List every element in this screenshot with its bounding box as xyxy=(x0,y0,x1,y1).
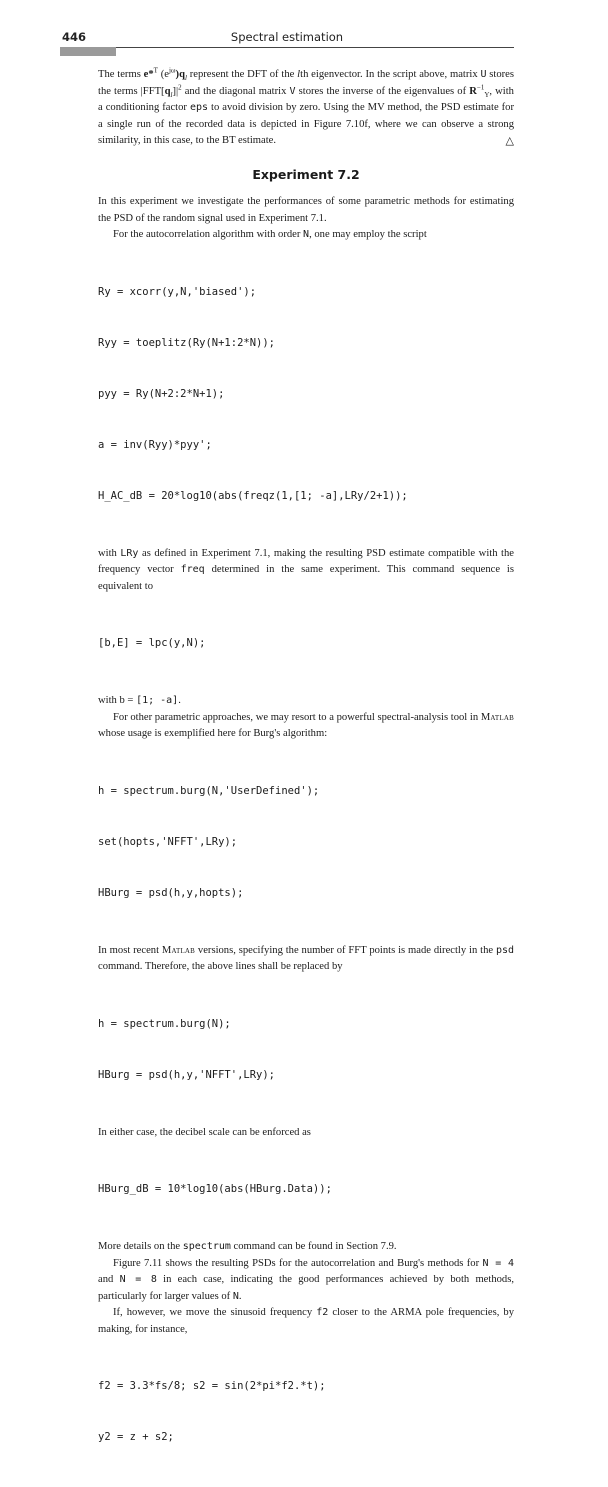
code-block-burg-new xyxy=(98,982,514,1118)
paragraph-lry: with LRy as defined in Experiment 7.1, making the resulting PSD estimate compatible with the frequency vector freq determined in the same experiment. This command sequence is equivalent to xyxy=(98,547,514,592)
code-line: set(hopts,'NFFT',LRy); xyxy=(98,835,238,848)
page-header xyxy=(60,30,514,46)
code-block-lpc xyxy=(98,601,514,686)
code-line: f2 = 3.3*fs/8; s2 = sin(2*pi*f2.*t); xyxy=(98,1380,326,1392)
header-rule xyxy=(116,47,514,48)
paragraph-intro: In this experiment we investigate the performances of some parametric methods for estimating the PSD of the random signal used in Experiment 7.1. xyxy=(98,196,514,224)
code-block-autocorrelation xyxy=(98,250,514,539)
code-block-burg xyxy=(98,749,514,936)
code-line: h = spectrum.burg(N,'UserDefined'); xyxy=(98,784,320,797)
code-line: h = spectrum.burg(N); xyxy=(98,1017,231,1030)
page-number: 446 xyxy=(62,30,87,44)
paragraph-autocorrelation: For the autocorrelation algorithm with order N, one may employ the script xyxy=(113,229,427,240)
code-line: HBurg = psd(h,y,'NFFT',LRy); xyxy=(98,1068,276,1081)
code-line: HBurg_dB = 10*log10(abs(HBurg.Data)); xyxy=(98,1183,332,1195)
code-line: Ryy = toeplitz(Ry(N+1:2*N)); xyxy=(98,336,276,349)
paragraph-sinusoid: If, however, we move the sinusoid frequency f2 closer to the ARMA pole frequencies, by making, for instance, xyxy=(98,1307,514,1335)
paragraph-recent-matlab: In most recent Matlab versions, specifying the number of FFT points is made directly in the psd command. Therefore, the above lines shall be replaced by xyxy=(98,944,514,972)
end-of-example-triangle: △ xyxy=(505,135,514,147)
code-block-decibel xyxy=(98,1147,514,1232)
experiment-heading: Experiment 7.2 xyxy=(252,166,360,182)
paragraph-burg-intro: For other parametric approaches, we may resort to a powerful spectral-analysis tool in Matlab whose usage is exemplified here for Burg's algorithm: xyxy=(98,711,514,739)
running-title: Spectral estimation xyxy=(230,30,344,44)
paragraph-with-b: with b = [1; -a]. xyxy=(98,695,181,706)
paragraph-figure-711: Figure 7.11 shows the resulting PSDs for the autocorrelation and Burg's methods for N = 4 and N = 8 in each case, indicating the good performances achieved by both methods, particularly for larger values of N. xyxy=(98,1257,514,1302)
code-block-sinusoid xyxy=(98,1344,514,1480)
paragraph-more-details: More details on the spectrum command can be found in Section 7.9. xyxy=(98,1241,397,1252)
code-line: [b,E] = lpc(y,N); xyxy=(98,637,206,649)
header-gray-bar xyxy=(60,47,116,56)
code-line: pyy = Ry(N+2:2*N+1); xyxy=(98,387,225,400)
code-line: y2 = z + s2; xyxy=(98,1431,174,1443)
code-line: Ry = xcorr(y,N,'biased'); xyxy=(98,285,257,298)
code-line: HBurg = psd(h,y,hopts); xyxy=(98,886,244,899)
page-body xyxy=(98,67,514,1487)
code-line: a = inv(Ryy)*pyy'; xyxy=(98,438,212,451)
paragraph-eigenvector-dft: The terms e*$^T$ $(e^{j\omega})q_l$ represent the DFT of the lth eigenvector. In the script above, matrix U stores the terms $|FFT[q_l]|^2$ and the diagonal matrix V stores the inverse of the eigenvalues of $R^{-1}_Y$, with a conditioning factor eps to avoid division by zero. Using the MV method, the PSD estimate for a single run of the recorded data is depicted in Figure 7.10f, where we can observe a strong similarity, in this case, to the BT estimate. △ xyxy=(98,67,514,150)
code-line: H_AC_dB = 20*log10(abs(freqz(1,[1; -a],LRy/2+1)); xyxy=(98,489,408,502)
paragraph-decibel: In either case, the decibel scale can be enforced as xyxy=(98,1126,311,1138)
